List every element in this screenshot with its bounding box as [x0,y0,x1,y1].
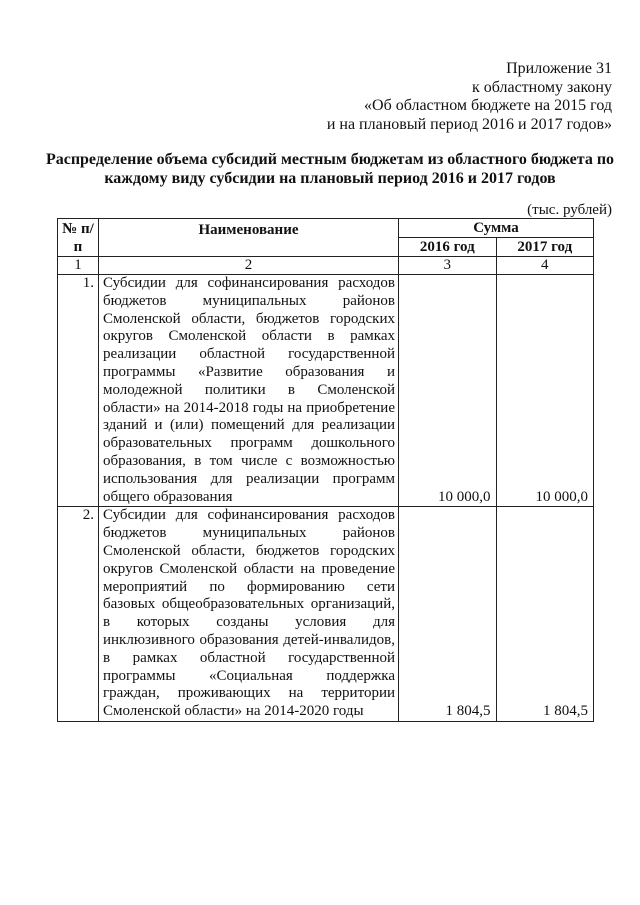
header-name: Наименование [99,219,399,257]
table-row [58,275,594,507]
row-name: Субсидии для софинансирования расходов бюджетов муниципальных районов Смоленской области, бюджетов городских округов Смоленской области в рамках реализации областной государственной программы «Развитие образования и молодежной политики в Смоленской области» на 2014-2018 годы на приобретение зданий и (или) помещений для реализации образовательных программ дошкольного образования, в том числе с возможностью использования для реализации программ общего образования [99,275,399,507]
header-number: № п/п [58,219,99,257]
document-title-line-2: каждому виду субсидии на плановый период 2016 и 2017 годов [104,170,556,187]
units-label: (тыс. рублей) [527,202,612,218]
index-cell: 1 [58,257,99,275]
table-row [58,507,594,722]
subsidy-table [57,218,594,722]
row-value-2016: 1 804,5 [399,507,497,722]
row-name: Субсидии для софинансирования расходов бюджетов муниципальных районов Смоленской области, бюджетов городских округов Смоленской области на проведение мероприятий по формированию сети базовых общеобразовательных организаций, в которых созданы условия для инклюзивного образования детей-инвалидов, в рамках областной государственной программы «Социальная поддержка граждан, проживающих на территории Смоленской области» на 2014-2020 годы [99,507,399,722]
index-cell: 4 [496,257,594,275]
row-number: 2. [58,507,99,722]
index-cell: 3 [399,257,497,275]
row-number: 1. [58,275,99,507]
appendix-law-period: и на плановый период 2016 и 2017 годов» [326,115,612,133]
appendix-law-title: «Об областном бюджете на 2015 год [364,97,612,114]
appendix-law-ref: к областному закону [471,78,612,96]
header-year-2016: 2016 год [399,238,497,257]
document-title [40,150,620,188]
row-value-2017: 10 000,0 [496,275,594,507]
table-index-row [58,257,594,275]
header-sum: Сумма [399,219,594,238]
header-year-2017: 2017 год [496,238,594,257]
row-value-2016: 10 000,0 [399,275,497,507]
row-value-2017: 1 804,5 [496,507,594,722]
appendix-heading [327,60,612,134]
document-title-line-1: Распределение объема субсидий местным бюджетам из областного бюджета по [45,151,615,168]
appendix-number: Приложение 31 [506,60,612,77]
index-cell: 2 [99,257,399,275]
table-header-row [58,219,594,238]
